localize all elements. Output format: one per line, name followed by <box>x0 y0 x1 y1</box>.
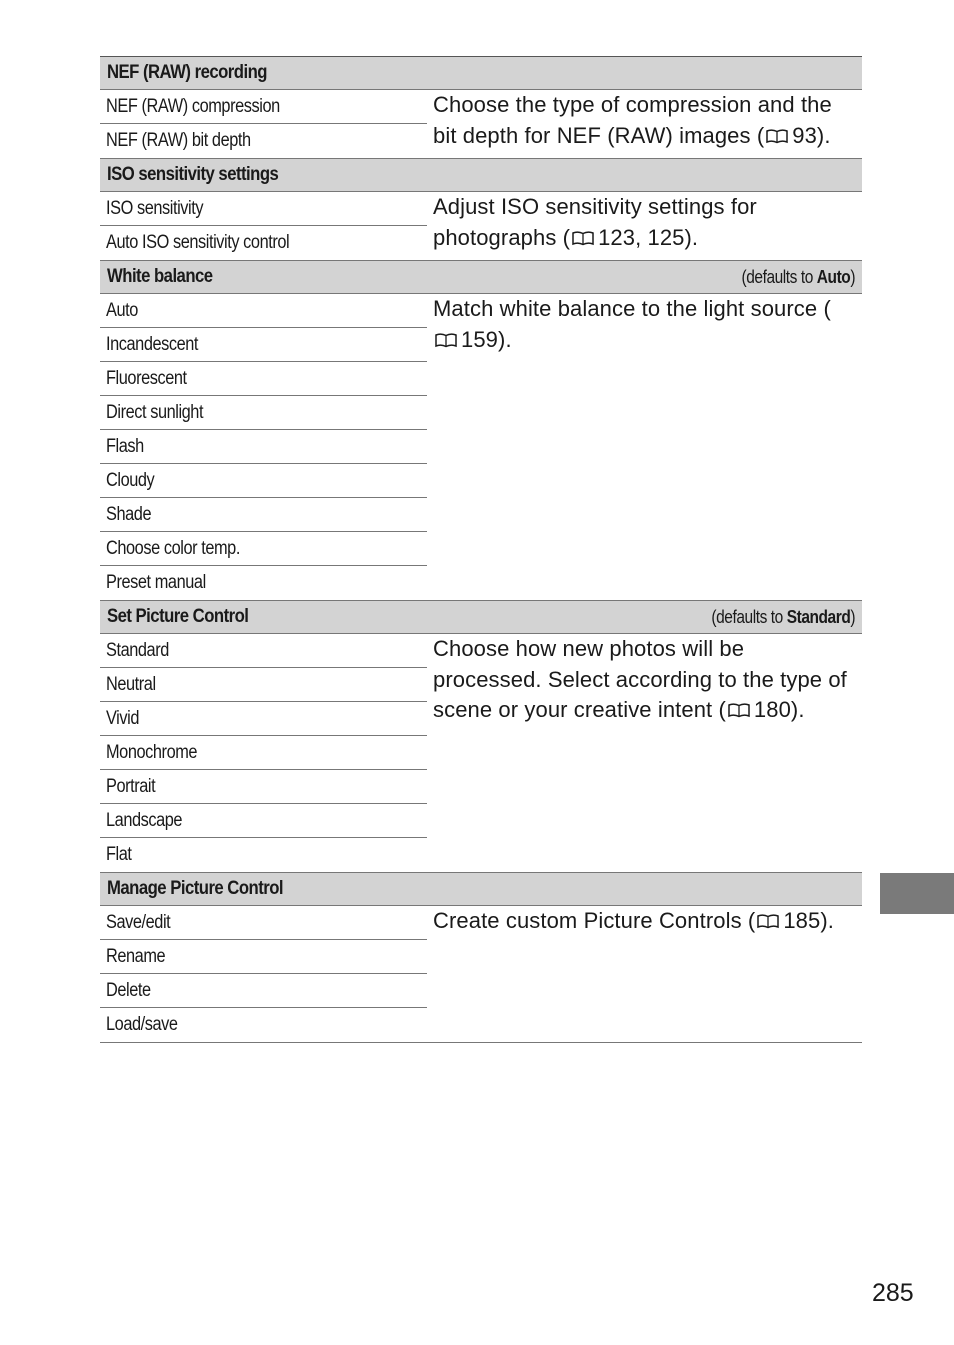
option-row <box>100 940 427 974</box>
menu-options-table <box>100 56 862 1043</box>
chapter-tab-marker <box>880 873 954 914</box>
option-label: Flat <box>106 844 132 865</box>
section-items <box>100 192 427 260</box>
section-title: White balance <box>107 266 213 287</box>
option-label: Flash <box>106 435 144 457</box>
option-label: Preset manual <box>106 572 206 593</box>
book-icon <box>727 703 751 718</box>
settings-section <box>100 261 862 601</box>
option-label: Portrait <box>106 775 156 797</box>
option-label: NEF (RAW) compression <box>106 95 280 117</box>
option-label: Delete <box>106 979 151 1001</box>
description-text-end: ). <box>790 697 805 722</box>
section-body <box>100 906 862 1042</box>
page-reference[interactable]: 159 <box>461 326 499 352</box>
option-row <box>100 702 427 736</box>
option-label: Rename <box>106 945 166 967</box>
option-label: Shade <box>106 503 152 525</box>
option-label: Incandescent <box>106 333 199 355</box>
option-label: Fluorescent <box>106 367 187 389</box>
option-row <box>100 430 427 464</box>
description-text: Match white balance to the light source ( <box>433 296 831 321</box>
option-row <box>100 838 427 872</box>
option-label: Load/save <box>106 1014 178 1035</box>
option-label: Save/edit <box>106 911 171 933</box>
section-items <box>100 906 427 1042</box>
section-header <box>100 601 862 634</box>
default-suffix: ) <box>850 606 855 627</box>
default-suffix: ) <box>850 266 855 287</box>
section-description <box>427 634 862 872</box>
option-row <box>100 124 427 158</box>
section-description <box>427 294 862 600</box>
section-title: Set Picture Control <box>107 606 249 627</box>
option-row <box>100 634 427 668</box>
option-row <box>100 566 427 600</box>
description-text-end: ). <box>684 224 699 250</box>
description-text: Choose the type of compression and the bit depth for NEF (RAW) images ( <box>433 92 832 148</box>
option-label: Monochrome <box>106 741 198 763</box>
book-icon <box>434 333 458 348</box>
option-row <box>100 770 427 804</box>
page-number: 285 <box>872 1279 914 1307</box>
option-label: NEF (RAW) bit depth <box>106 130 251 151</box>
section-title: ISO sensitivity settings <box>107 164 279 185</box>
default-value: Auto <box>816 266 851 287</box>
section-body <box>100 90 862 158</box>
settings-section <box>100 57 862 159</box>
settings-section <box>100 159 862 261</box>
option-label: Standard <box>106 639 169 661</box>
section-body <box>100 634 862 872</box>
default-value: Standard <box>786 606 851 627</box>
section-body <box>100 294 862 600</box>
page-reference[interactable]: 185 <box>783 908 821 933</box>
default-prefix: (defaults to <box>711 606 787 627</box>
section-default-note <box>711 607 855 628</box>
description-text: Choose how new photos will be processed. Select according to the type of scene or your creative intent ( <box>433 636 847 722</box>
option-label: Auto <box>106 299 138 321</box>
section-header <box>100 57 862 90</box>
option-label: Cloudy <box>106 469 155 491</box>
book-icon <box>571 231 595 246</box>
option-row <box>100 804 427 838</box>
page-reference[interactable]: 123, 125 <box>598 224 685 250</box>
option-row <box>100 1008 427 1042</box>
section-header <box>100 261 862 294</box>
option-row <box>100 294 427 328</box>
option-label: ISO sensitivity <box>106 197 204 219</box>
option-row <box>100 498 427 532</box>
section-items <box>100 294 427 600</box>
section-items <box>100 634 427 872</box>
option-row <box>100 668 427 702</box>
section-header <box>100 873 862 906</box>
description-text: Create custom Picture Controls ( <box>433 908 756 933</box>
option-row <box>100 362 427 396</box>
option-row <box>100 736 427 770</box>
default-prefix: (defaults to <box>741 266 817 287</box>
description-text-end: ). <box>820 908 834 933</box>
option-row <box>100 532 427 566</box>
section-default-note <box>741 267 855 288</box>
option-label: Neutral <box>106 673 156 695</box>
option-row <box>100 396 427 430</box>
option-label: Auto ISO sensitivity control <box>106 232 290 253</box>
settings-section <box>100 873 862 1043</box>
section-body <box>100 192 862 260</box>
section-description <box>427 906 862 1042</box>
book-icon <box>765 129 789 144</box>
option-label: Vivid <box>106 707 139 729</box>
book-icon <box>756 914 780 929</box>
option-label: Choose color temp. <box>106 537 240 559</box>
option-row <box>100 906 427 940</box>
section-header <box>100 159 862 192</box>
settings-section <box>100 601 862 873</box>
section-title: NEF (RAW) recording <box>107 62 267 83</box>
option-row <box>100 192 427 226</box>
section-title: Manage Picture Control <box>107 878 284 899</box>
page-reference[interactable]: 180 <box>753 697 791 722</box>
page-reference[interactable]: 93 <box>792 122 817 148</box>
description-text: Adjust ISO sensitivity settings for photographs ( <box>433 194 757 250</box>
option-row <box>100 328 427 362</box>
section-description <box>427 192 862 260</box>
option-row <box>100 974 427 1008</box>
option-label: Direct sunlight <box>106 401 204 423</box>
section-description <box>427 90 862 158</box>
option-row <box>100 90 427 124</box>
option-row <box>100 226 427 260</box>
description-text-end: ). <box>498 326 512 352</box>
option-label: Landscape <box>106 809 183 831</box>
option-row <box>100 464 427 498</box>
description-text-end: ). <box>816 122 831 148</box>
section-items <box>100 90 427 158</box>
